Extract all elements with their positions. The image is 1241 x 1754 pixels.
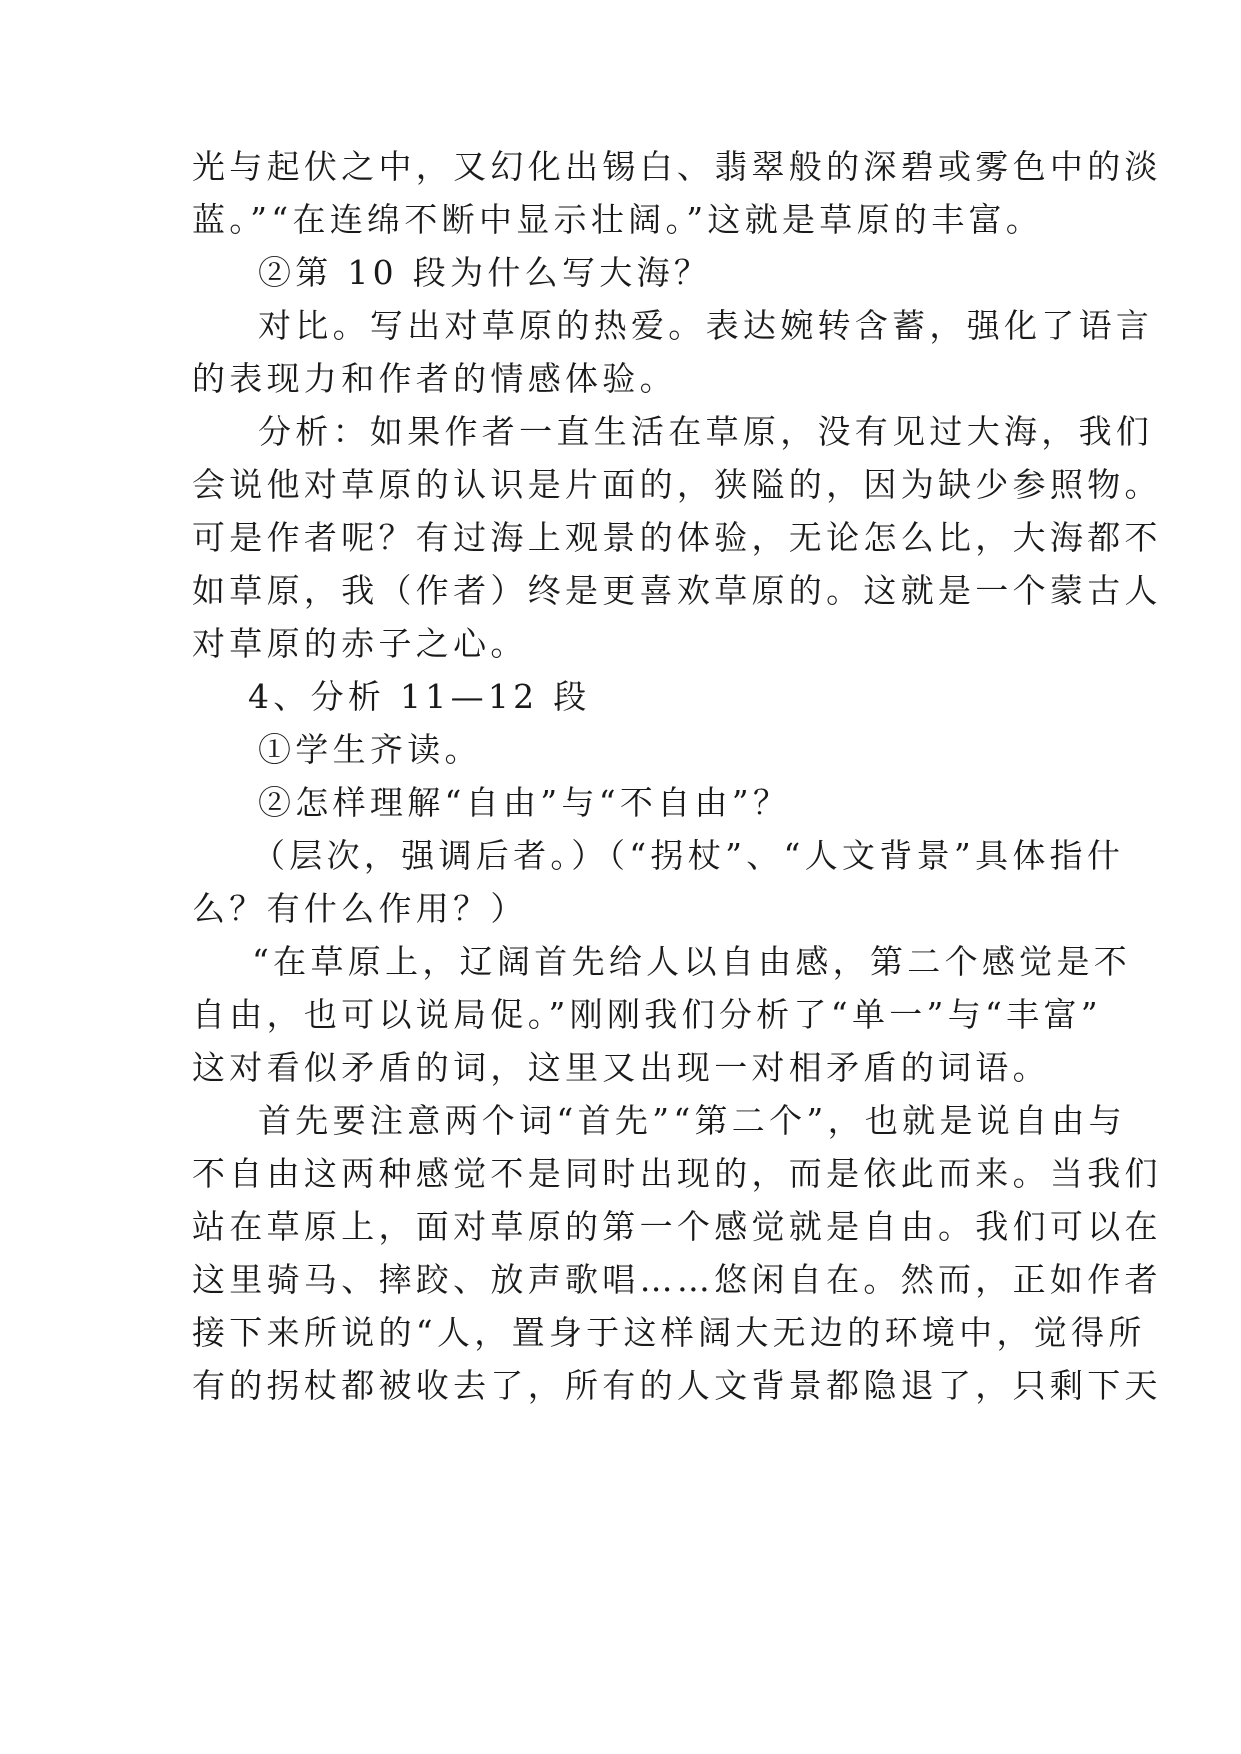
text-line: 会说他对草原的认识是片面的，狭隘的，因为缺少参照物。 (192, 465, 1162, 504)
text-line: 站在草原上，面对草原的第一个感觉就是自由。我们可以在 (192, 1207, 1162, 1246)
text-line: 自由，也可以说局促。”刚刚我们分析了“单一”与“丰富” (192, 995, 1102, 1034)
text-line: 对草原的赤子之心。 (192, 624, 528, 663)
text-line: 的表现力和作者的情感体验。 (192, 359, 677, 398)
text-line: 分析：如果作者一直生活在草原，没有见过大海，我们 (258, 412, 1154, 451)
question-line: ②第 10 段为什么写大海？ (258, 253, 712, 292)
text-line: 不自由这两种感觉不是同时出现的，而是依此而来。当我们 (192, 1154, 1162, 1193)
question-line: ②怎样理解“自由”与“不自由”？ (258, 783, 791, 822)
text-line: 蓝。”“在连绵不断中显示壮阔。”这就是草原的丰富。 (192, 200, 1044, 239)
text-line: 接下来所说的“人，置身于这样阔大无边的环境中，觉得所 (192, 1313, 1146, 1352)
text-line: 首先要注意两个词“首先”“第二个”，也就是说自由与 (258, 1101, 1126, 1140)
text-line: 这对看似矛盾的词，这里又出现一对相矛盾的词语。 (192, 1048, 1050, 1087)
text-line: ①学生齐读。 (258, 730, 482, 769)
text-line: 这里骑马、摔跤、放声歌唱……悠闲自在。然而，正如作者 (192, 1260, 1162, 1299)
text-line: 有的拐杖都被收去了，所有的人文背景都隐退了，只剩下天 (192, 1366, 1162, 1405)
text-line: 光与起伏之中，又幻化出锡白、翡翠般的深碧或雾色中的淡 (192, 147, 1162, 186)
text-line: （层次，强调后者。）（“拐杖”、“人文背景”具体指什 (252, 836, 1125, 875)
text-line: 如草原，我（作者）终是更喜欢草原的。这就是一个蒙古人 (192, 571, 1162, 610)
text-line: 对比。写出对草原的热爱。表达婉转含蓄，强化了语言 (258, 306, 1154, 345)
section-heading: 4、分析 11—12 段 (248, 677, 591, 716)
text-line: 可是作者呢？有过海上观景的体验，无论怎么比，大海都不 (192, 518, 1162, 557)
text-line: “在草原上，辽阔首先给人以自由感，第二个感觉是不 (252, 942, 1132, 981)
text-line: 么？有什么作用？） (192, 889, 528, 928)
